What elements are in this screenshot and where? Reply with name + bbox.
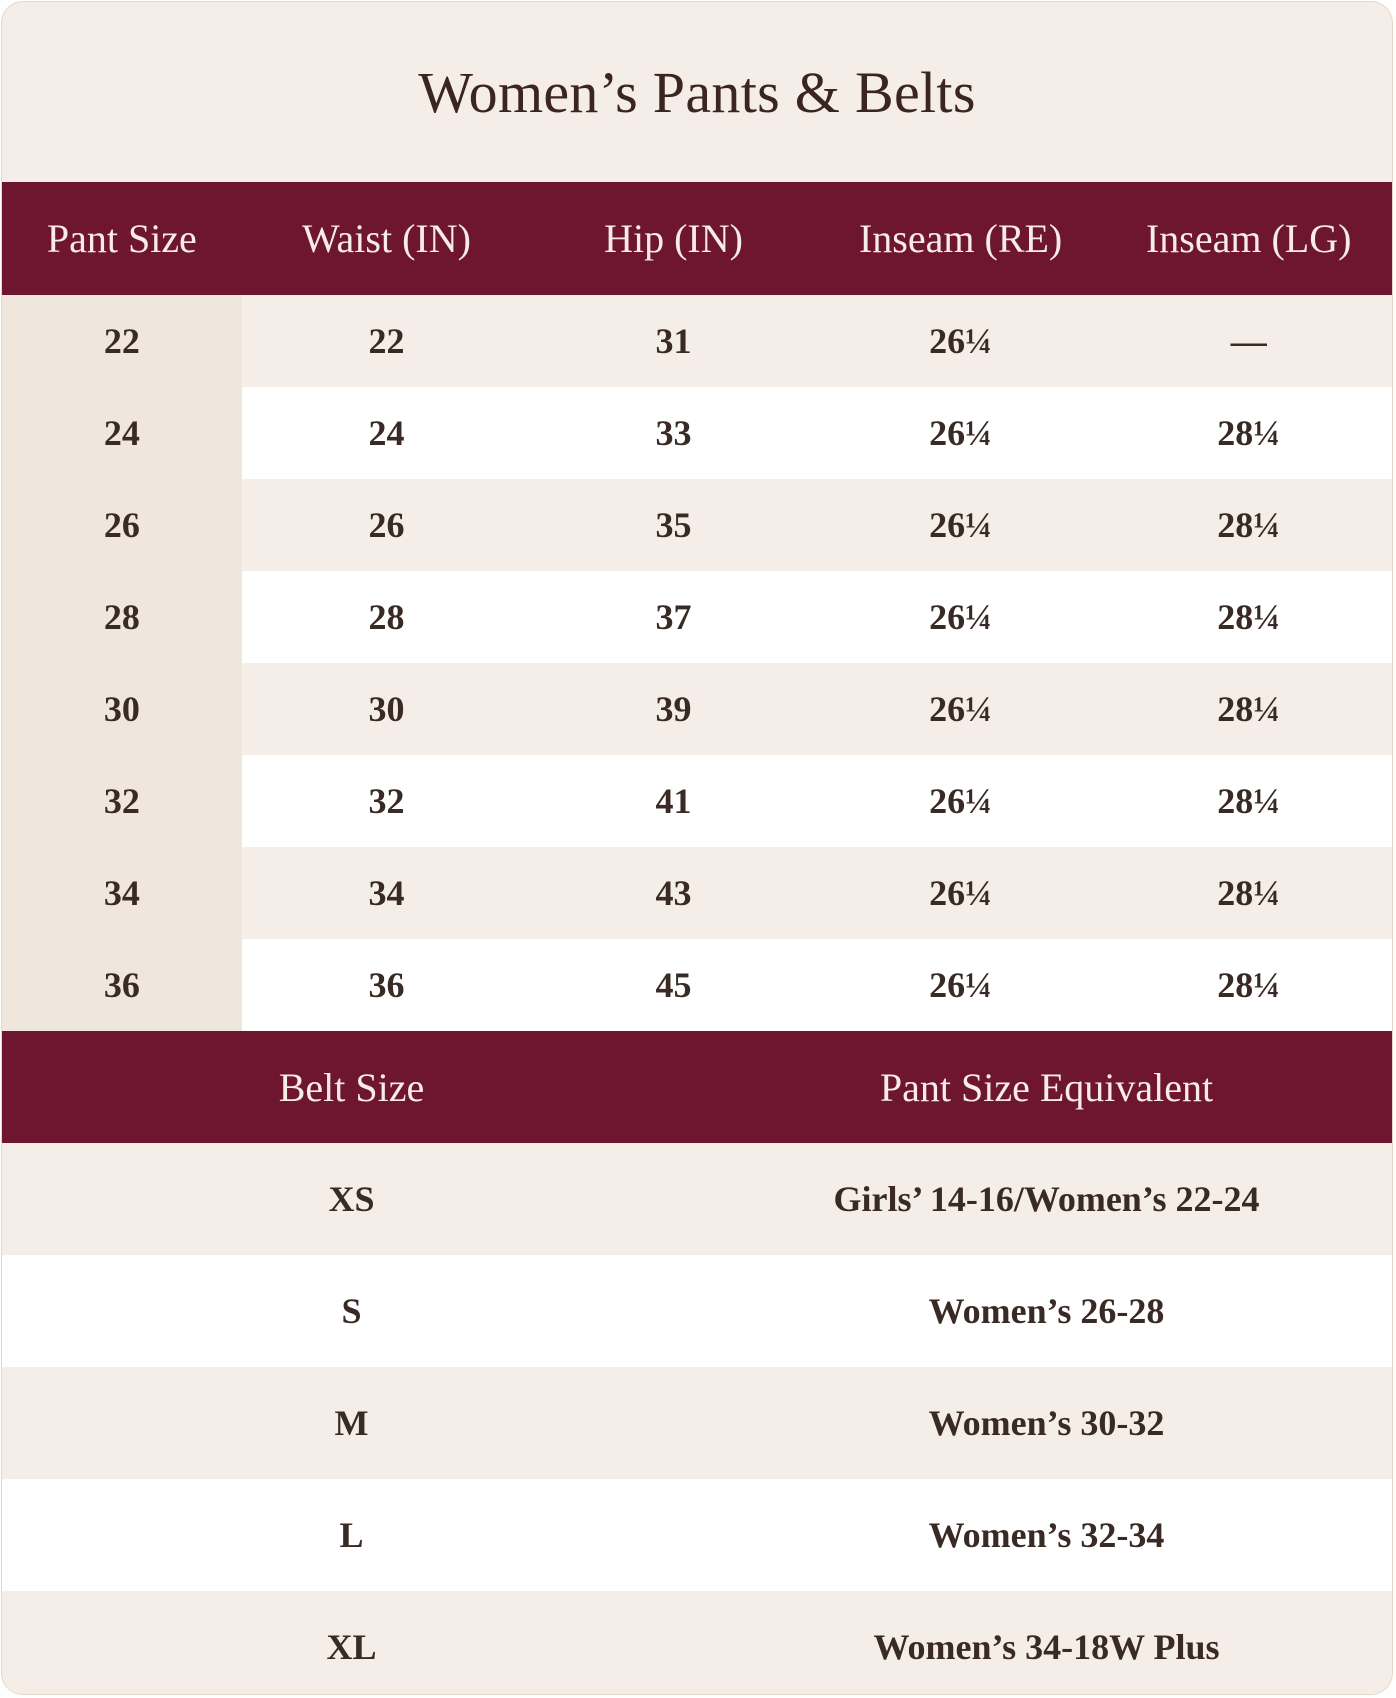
waist-cell: 24 [368, 413, 405, 453]
belt-size-cell: S [341, 1291, 362, 1331]
inseam-lg-cell: 28¼ [1217, 965, 1281, 1005]
hip-cell: 39 [655, 689, 692, 729]
inseam-lg-cell: 28¼ [1217, 505, 1281, 545]
belt-size-cell: L [339, 1515, 364, 1555]
waist-cell: 34 [368, 873, 405, 913]
hip-cell: 31 [655, 321, 692, 361]
pants-table-row [2, 755, 1392, 847]
belt-size-cell: XS [328, 1179, 375, 1219]
pants-table-row [2, 571, 1392, 663]
waist-cell: 32 [368, 781, 405, 821]
pants-table-row [2, 939, 1392, 1031]
pant-size-equivalent-cell: Women’s 32-34 [928, 1515, 1165, 1555]
header-belt-size: Belt Size [278, 1064, 425, 1110]
header-pant-size: Pant Size [46, 216, 197, 261]
pant-size-cell: 24 [2, 387, 242, 479]
pant-size-cell: 22 [2, 295, 242, 387]
hip-cell: 41 [655, 781, 692, 821]
inseam-re-cell: 26¼ [929, 689, 993, 729]
pants-table-row [2, 387, 1392, 479]
chart-title: Women’s Pants & Belts [418, 59, 976, 125]
pant-size-equivalent-cell: Women’s 34-18W Plus [873, 1627, 1220, 1667]
hip-cell: 33 [655, 413, 692, 453]
pant-size-cell: 32 [2, 755, 242, 847]
waist-cell: 26 [368, 505, 405, 545]
waist-cell: 28 [368, 597, 405, 637]
belt-table-row [2, 1255, 1392, 1367]
pant-size-cell: 34 [2, 847, 242, 939]
inseam-re-cell: 26¼ [929, 873, 993, 913]
header-waist: Waist (IN) [301, 216, 471, 261]
hip-cell: 43 [655, 873, 692, 913]
pant-size-cell: 36 [2, 939, 242, 1031]
header-inseam-lg: Inseam (LG) [1145, 216, 1352, 261]
inseam-re-cell: 26¼ [929, 413, 993, 453]
pant-size-cell: 30 [2, 663, 242, 755]
belt-table-row [2, 1143, 1392, 1255]
belt-header-row [2, 1031, 1392, 1143]
waist-cell: 22 [368, 321, 405, 361]
inseam-re-cell: 26¼ [929, 597, 993, 637]
pants-table-row [2, 479, 1392, 571]
inseam-lg-cell: 28¼ [1217, 597, 1281, 637]
inseam-lg-cell: 28¼ [1217, 873, 1281, 913]
inseam-re-cell: 26¼ [929, 321, 993, 361]
header-pant-size-equivalent: Pant Size Equivalent [879, 1064, 1214, 1110]
pants-table-row [2, 663, 1392, 755]
hip-cell: 45 [655, 965, 692, 1005]
hip-cell: 35 [655, 505, 692, 545]
waist-cell: 36 [368, 965, 405, 1005]
pants-table-row [2, 295, 1392, 387]
inseam-lg-cell: — [1230, 321, 1267, 361]
inseam-re-cell: 26¼ [929, 965, 993, 1005]
pants-table-body [2, 295, 1392, 1031]
inseam-lg-cell: 28¼ [1217, 689, 1281, 729]
pant-size-equivalent-cell: Women’s 30-32 [928, 1403, 1165, 1443]
pants-table-row [2, 847, 1392, 939]
header-inseam-re: Inseam (RE) [858, 216, 1063, 261]
inseam-lg-cell: 28¼ [1217, 781, 1281, 821]
inseam-re-cell: 26¼ [929, 781, 993, 821]
belt-table-row [2, 1591, 1392, 1695]
pant-size-cell: 28 [2, 571, 242, 663]
belt-size-cell: XL [326, 1627, 377, 1667]
hip-cell: 37 [655, 597, 692, 637]
waist-cell: 30 [368, 689, 405, 729]
pant-size-equivalent-cell: Women’s 26-28 [928, 1291, 1165, 1331]
pants-header-row [2, 182, 1392, 295]
size-chart-card [1, 1, 1393, 1695]
belt-size-cell: M [334, 1403, 369, 1443]
header-hip: Hip (IN) [604, 216, 743, 261]
belt-table-body [2, 1143, 1392, 1695]
inseam-re-cell: 26¼ [929, 505, 993, 545]
pant-size-cell: 26 [2, 479, 242, 571]
belt-table-row [2, 1367, 1392, 1479]
inseam-lg-cell: 28¼ [1217, 413, 1281, 453]
pant-size-equivalent-cell: Girls’ 14-16/Women’s 22-24 [833, 1179, 1260, 1219]
belt-table-row [2, 1479, 1392, 1591]
